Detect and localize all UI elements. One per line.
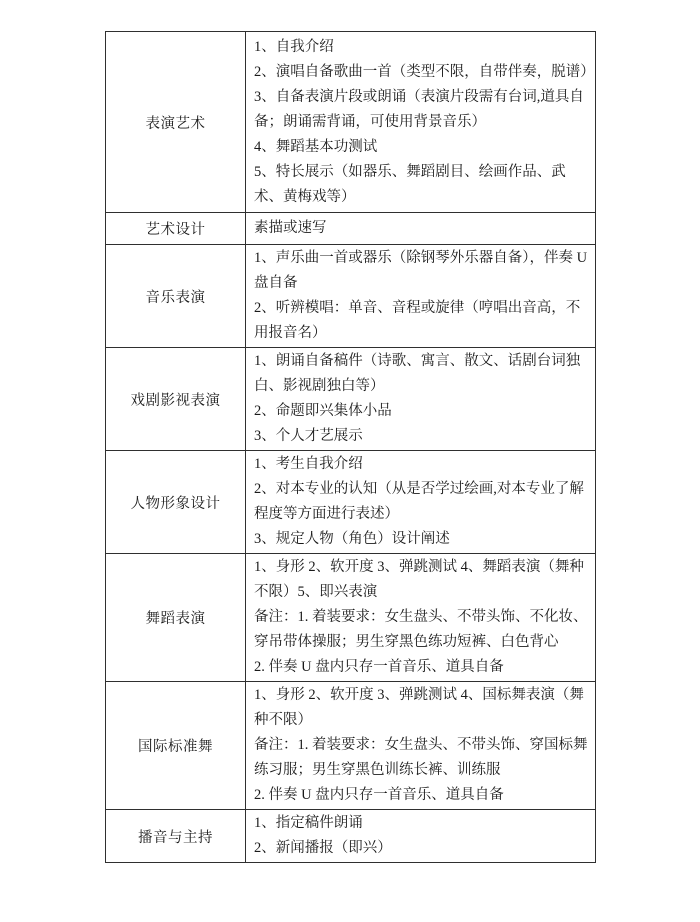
requirement-item: 3、自备表演片段或朗诵（表演片段需有台词,道具自备；朗诵需背诵，可使用背景音乐） — [254, 88, 584, 130]
requirements-cell — [246, 682, 596, 810]
requirement-item: 备注：1. 着装要求：女生盘头、不带头饰、穿国标舞练习服；男生穿黑色训练长裤、训练服 — [254, 737, 588, 778]
requirement-item: 1、身形 2、软开度 3、弹跳测试 4、舞蹈表演（舞种不限）5、即兴表演 — [254, 559, 584, 600]
requirement-item: 4、舞蹈基本功测试 — [254, 138, 378, 155]
row-art-design — [106, 213, 596, 245]
major-label: 播音与主持 — [106, 810, 246, 863]
row-character-image-design — [106, 451, 596, 554]
requirements-cell — [246, 810, 596, 863]
requirement-item: 5、特长展示（如器乐、舞蹈剧目、绘画作品、武术、黄梅戏等） — [254, 163, 566, 205]
major-label: 戏剧影视表演 — [106, 348, 246, 451]
requirement-item: 2、命题即兴集体小品 — [254, 403, 392, 419]
requirements-cell — [246, 451, 596, 554]
row-drama-film-performance — [106, 348, 596, 451]
exam-requirements-table — [105, 31, 596, 863]
requirement-item: 3、个人才艺展示 — [254, 428, 363, 444]
requirement-item: 2、新闻播报（即兴） — [254, 840, 392, 856]
requirement-item: 2、演唱自备歌曲一首（类型不限，自带伴奏，脱谱） — [254, 63, 595, 80]
requirement-item: 2. 伴奏 U 盘内只存一首音乐、道具自备 — [254, 659, 504, 675]
requirement-item: 2、对本专业的认知（从是否学过绘画,对本专业了解程度等方面进行表述） — [254, 481, 584, 522]
requirement-item: 1、朗诵自备稿件（诗歌、寓言、散文、话剧台词独白、影视剧独白等） — [254, 353, 581, 394]
requirement-item: 3、规定人物（角色）设计阐述 — [254, 531, 450, 547]
requirement-item: 备注：1. 着装要求：女生盘头、不带头饰、不化妆、穿吊带体操服；男生穿黑色练功短裤、白色背心 — [254, 609, 588, 650]
requirement-item: 1、声乐曲一首或器乐（除钢琴外乐器自备），伴奏 U 盘自备 — [254, 250, 588, 291]
requirement-item: 2、听辨模唱：单音、音程或旋律（哼唱出音高，不用报音名） — [254, 300, 581, 341]
major-label: 人物形象设计 — [106, 451, 246, 554]
requirement-item: 1、身形 2、软开度 3、弹跳测试 4、国标舞表演（舞种不限） — [254, 687, 584, 728]
major-label: 表演艺术 — [106, 32, 246, 213]
major-label: 舞蹈表演 — [106, 554, 246, 682]
major-label: 艺术设计 — [106, 213, 246, 245]
requirements-cell — [246, 554, 596, 682]
requirement-item: 2. 伴奏 U 盘内只存一首音乐、道具自备 — [254, 787, 504, 803]
requirement-item: 素描或速写 — [254, 220, 327, 236]
requirement-item: 1、自我介绍 — [254, 38, 334, 55]
requirement-item: 1、指定稿件朗诵 — [254, 815, 363, 831]
major-label: 音乐表演 — [106, 245, 246, 348]
row-performing-arts — [106, 32, 596, 213]
row-music-performance — [106, 245, 596, 348]
row-dance-performance — [106, 554, 596, 682]
requirements-cell — [246, 245, 596, 348]
row-international-standard-dance — [106, 682, 596, 810]
row-broadcasting-hosting — [106, 810, 596, 863]
requirements-cell — [246, 213, 596, 245]
requirements-cell — [246, 32, 596, 213]
requirement-item: 1、考生自我介绍 — [254, 456, 363, 472]
major-label: 国际标准舞 — [106, 682, 246, 810]
requirements-cell — [246, 348, 596, 451]
